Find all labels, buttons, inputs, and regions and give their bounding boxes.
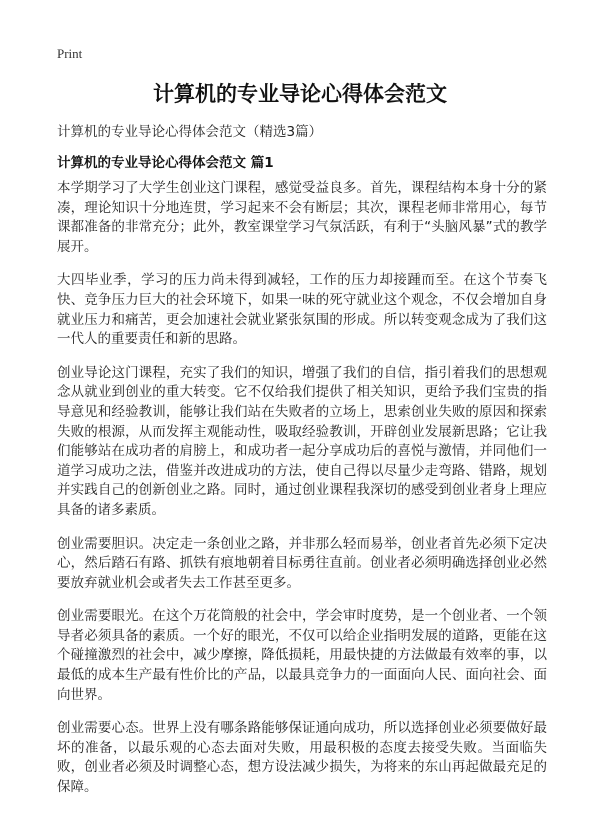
paragraph: 创业需要眼光。在这个万花筒般的社会中，学会审时度势，是一个创业者、一个领导者必须具备的素质。一个好的眼光，不仅可以给企业指明发展的道路，更能在这个碰撞激烈的社会中，减少摩擦，降低损耗，用最快捷的方法做最有效率的事，以最低的成本生产最有性价比的产品，以最具竞争力的一面面向人民、面向社会、面向世界。: [57, 608, 547, 703]
document-subtitle: 计算机的专业导论心得体会范文（精选3篇）: [57, 124, 323, 140]
section-heading: 计算机的专业导论心得体会范文 篇1: [57, 155, 274, 171]
paragraph: 大四毕业季，学习的压力尚未得到减轻，工作的压力却接踵而至。在这个节奏飞快、竞争压力巨大的社会环境下，如果一味的死守就业这个观念，不仅会增加自身就业压力和痛苦，更会加速社会就业紧张氛围的形成。所以转变观念成为了我们这一代人的重要责任和新的思路。: [57, 272, 547, 348]
paragraph: 创业导论这门课程，充实了我们的知识，增强了我们的自信，指引着我们的思想观念从就业到创业的重大转变。它不仅给我们提供了相关知识，更给予我们宝贵的指导意见和经验教训，能够让我们站在失败者的立场上，思索创业失败的原因和探索失败的根源，从而发挥主观能动性，吸取经验教训，开辟创业发展新思路；它让我们能够站在成功者的肩膀上，和成功者一起分享成功后的喜悦与激情，并同他们一道学习成功之法，借鉴并改进成功的方法，使自己得以尽量少走弯路、错路，规划并实践自己的创新创业之路。同时，通过创业课程我深切的感受到创业者身上理应具备的诸多素质。: [57, 364, 547, 518]
print-link[interactable]: Print: [57, 46, 83, 61]
paragraph: 创业需要心态。世界上没有哪条路能够保证通向成功，所以选择创业必须要做好最坏的准备，以最乐观的心态去面对失败，用最积极的态度去接受失败。当面临失败，创业者必须及时调整心态，想方设法减少损失，为将来的东山再起做最充足的保障。: [57, 720, 547, 796]
paragraph: 创业需要胆识。决定走一条创业之路，并非那么轻而易举，创业者首先必须下定决心，然后踏石有路、抓铁有痕地朝着目标勇往直前。创业者必须明确选择创业必然要放弃就业机会或者失去工作甚至更多。: [57, 535, 547, 591]
document-title: 计算机的专业导论心得体会范文: [153, 82, 447, 106]
paragraph: 本学期学习了大学生创业这门课程，感觉受益良多。首先，课程结构本身十分的紧凑，理论知识十分地连贯，学习起来不会有断层；其次，课程老师非常用心，每节课都准备的非常充分；此外，教室课堂学习气氛活跃，有利于“头脑风暴”式的教学展开。: [57, 180, 547, 255]
article-body: [57, 179, 547, 812]
